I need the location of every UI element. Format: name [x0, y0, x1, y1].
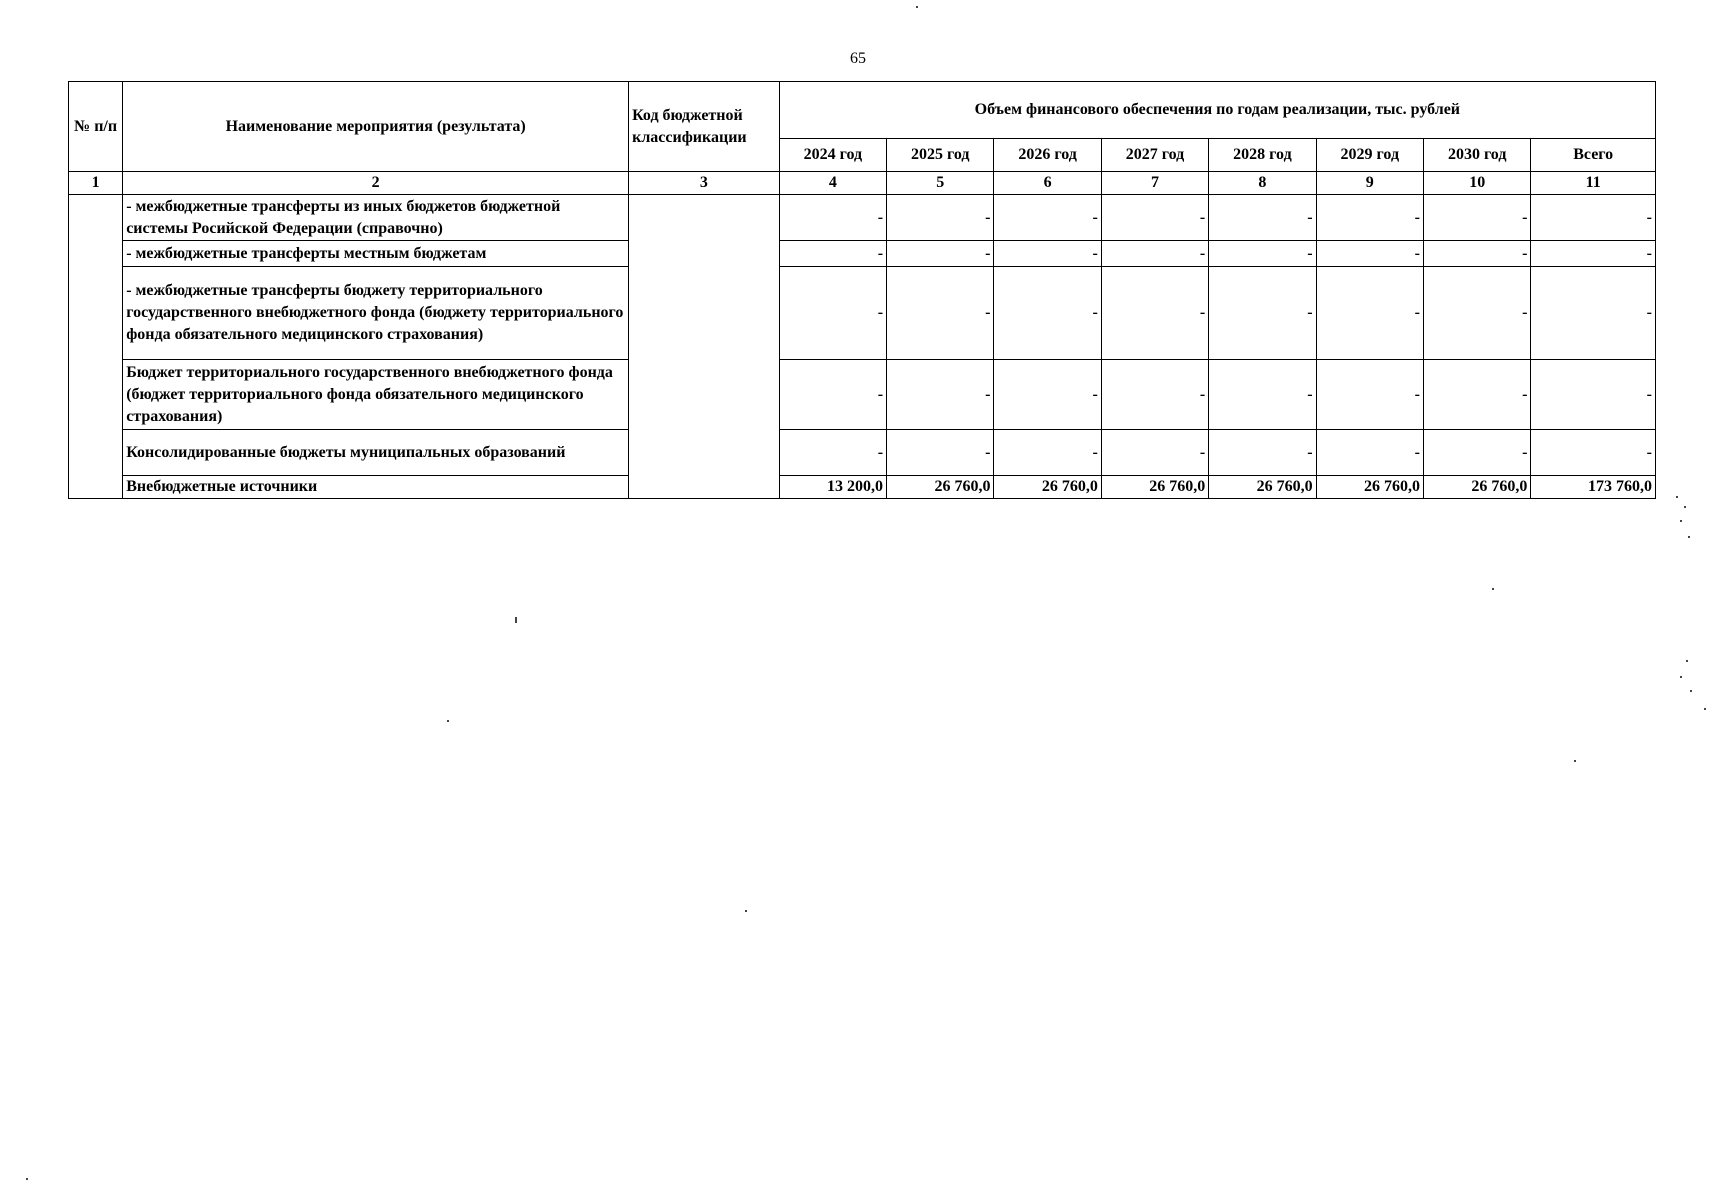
financing-table — [68, 81, 1656, 499]
value-cell: - — [1101, 267, 1208, 360]
scan-speck — [1492, 588, 1494, 590]
value-cell: - — [1316, 360, 1423, 430]
value-cell: - — [994, 360, 1101, 430]
value-cell: - — [1531, 195, 1656, 241]
scan-speck — [1680, 520, 1682, 522]
row-name: Консолидированные бюджеты муниципальных образований — [123, 430, 629, 476]
scan-speck — [1690, 690, 1692, 692]
header-year-2025: 2025 год — [887, 139, 994, 172]
value-cell: - — [1531, 430, 1656, 476]
column-index: 9 — [1316, 172, 1423, 195]
scan-speck — [1704, 708, 1706, 710]
value-cell: 26 760,0 — [1209, 476, 1316, 499]
value-cell: - — [887, 195, 994, 241]
value-cell: - — [1101, 430, 1208, 476]
column-index: 1 — [69, 172, 123, 195]
column-index: 6 — [994, 172, 1101, 195]
scan-speck — [1688, 536, 1690, 538]
scan-speck — [1684, 506, 1686, 508]
value-cell: - — [1316, 267, 1423, 360]
value-cell: - — [1101, 195, 1208, 241]
value-cell: - — [1316, 241, 1423, 267]
column-index: 8 — [1209, 172, 1316, 195]
value-cell: - — [779, 430, 886, 476]
header-year-2027: 2027 год — [1101, 139, 1208, 172]
scan-speck — [916, 6, 918, 8]
budget-code-cell — [629, 195, 780, 499]
column-index: 4 — [779, 172, 886, 195]
value-cell: - — [779, 267, 886, 360]
row-number-cell — [69, 195, 123, 499]
header-number: № п/п — [69, 82, 123, 172]
value-cell: - — [1101, 241, 1208, 267]
header-financing-volume: Объем финансового обеспечения по годам реализации, тыс. рублей — [779, 82, 1655, 139]
scan-speck — [26, 1178, 28, 1180]
value-cell: - — [1424, 360, 1531, 430]
row-name: - межбюджетные трансферты местным бюджетам — [123, 241, 629, 267]
header-year-2030: 2030 год — [1424, 139, 1531, 172]
value-cell: - — [994, 430, 1101, 476]
column-index: 7 — [1101, 172, 1208, 195]
scan-speck — [515, 617, 517, 623]
row-name: - межбюджетные трансферты бюджету территориального государственного внебюджетного фонда (бюджету территориального фонда обязательного медицинского страхования) — [123, 267, 629, 360]
value-cell: - — [1531, 360, 1656, 430]
header-year-2026: 2026 год — [994, 139, 1101, 172]
value-cell: 26 760,0 — [1101, 476, 1208, 499]
page-number: 65 — [850, 50, 866, 67]
value-cell: 173 760,0 — [1531, 476, 1656, 499]
row-name: Бюджет территориального государственного внебюджетного фонда (бюджет территориального фонда обязательного медицинского страхования) — [123, 360, 629, 430]
table-row — [69, 241, 1656, 267]
column-index: 10 — [1424, 172, 1531, 195]
table-row — [69, 430, 1656, 476]
header-total: Всего — [1531, 139, 1656, 172]
header-year-2028: 2028 год — [1209, 139, 1316, 172]
header-activity-name: Наименование мероприятия (результата) — [123, 82, 629, 172]
table-row — [69, 195, 1656, 241]
value-cell: - — [779, 195, 886, 241]
value-cell: - — [1316, 430, 1423, 476]
table-row — [69, 360, 1656, 430]
scan-speck — [745, 910, 747, 912]
column-index: 11 — [1531, 172, 1656, 195]
scan-speck — [1680, 676, 1682, 678]
column-index: 2 — [123, 172, 629, 195]
value-cell: - — [1424, 430, 1531, 476]
value-cell: - — [779, 360, 886, 430]
value-cell: - — [994, 267, 1101, 360]
scan-speck — [447, 720, 449, 722]
value-cell: - — [1424, 241, 1531, 267]
row-name: - межбюджетные трансферты из иных бюджетов бюджетной системы Росийской Федерации (справочно) — [123, 195, 629, 241]
value-cell: - — [1209, 195, 1316, 241]
value-cell: - — [994, 241, 1101, 267]
value-cell: - — [1209, 241, 1316, 267]
value-cell: - — [887, 360, 994, 430]
column-index: 5 — [887, 172, 994, 195]
column-index-row — [69, 172, 1656, 195]
value-cell: - — [1101, 360, 1208, 430]
value-cell: - — [994, 195, 1101, 241]
table-row-extrabudgetary — [69, 476, 1656, 499]
value-cell: - — [1531, 241, 1656, 267]
value-cell: - — [887, 267, 994, 360]
value-cell: - — [1209, 360, 1316, 430]
value-cell: - — [1531, 267, 1656, 360]
row-name: Внебюджетные источники — [123, 476, 629, 499]
value-cell: 26 760,0 — [1316, 476, 1423, 499]
value-cell: 26 760,0 — [994, 476, 1101, 499]
header-year-2024: 2024 год — [779, 139, 886, 172]
value-cell: 13 200,0 — [779, 476, 886, 499]
value-cell: - — [779, 241, 886, 267]
value-cell: - — [1209, 267, 1316, 360]
value-cell: - — [887, 241, 994, 267]
column-index: 3 — [629, 172, 780, 195]
header-year-2029: 2029 год — [1316, 139, 1423, 172]
value-cell: 26 760,0 — [1424, 476, 1531, 499]
value-cell: - — [1424, 267, 1531, 360]
value-cell: - — [887, 430, 994, 476]
scan-speck — [1686, 660, 1688, 662]
scan-speck — [1676, 496, 1678, 498]
value-cell: 26 760,0 — [887, 476, 994, 499]
value-cell: - — [1316, 195, 1423, 241]
table-row — [69, 267, 1656, 360]
value-cell: - — [1424, 195, 1531, 241]
header-budget-code: Код бюджетной классификации — [629, 82, 780, 172]
scan-speck — [1574, 760, 1576, 762]
value-cell: - — [1209, 430, 1316, 476]
